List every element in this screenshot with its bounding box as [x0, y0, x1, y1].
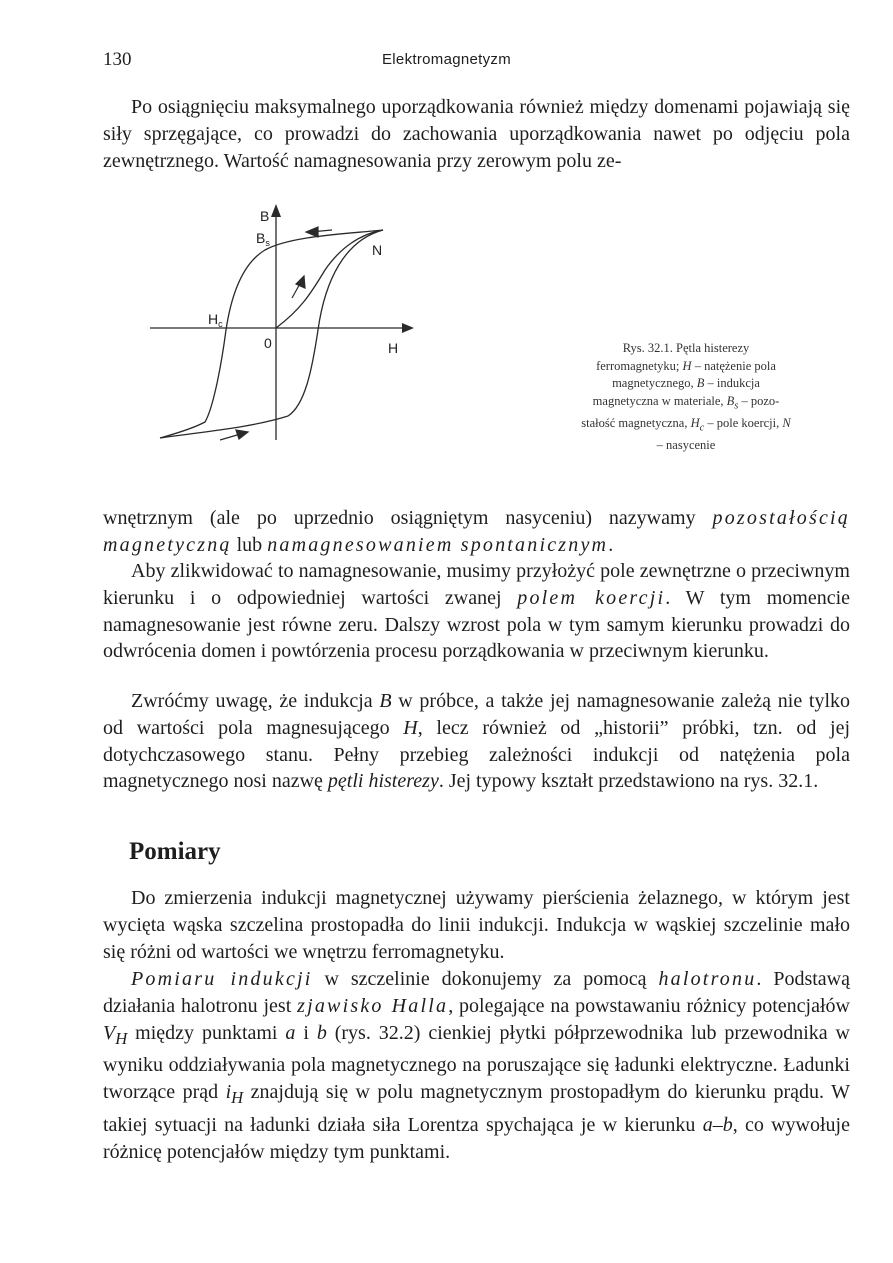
running-title: Elektromagnetyzm: [381, 51, 511, 68]
section-heading: Pomiary: [129, 838, 221, 865]
label-H: H: [388, 340, 399, 356]
label-N: N: [372, 242, 383, 258]
hysteresis-loop-figure: [140, 200, 430, 445]
page-number: 130: [103, 49, 132, 70]
label-Hc: $H_c$: [208, 311, 223, 329]
upper-branch: [160, 230, 383, 438]
label-origin: 0: [264, 335, 272, 351]
paragraph-3: Aby zlikwidować to namagnesowanie, musimy przyłożyć pole zewnętrzne o przeciwnym kierunku i o odpowiedniej wartości zwanej polem koercji. W tym momencie namagnesowanie jest równe zeru. Dalszy wzrost pola w tym samym kierunku prowadzi do odwrócenia domen i powtórzenia procesu porządkowania w przeciwnym kierunku.: [103, 560, 851, 663]
paragraph-1: Po osiągnięciu maksymalnego uporządkowania również między domenami pojawiają się siły sprzęgające, co prowadzi do zachowania uporządkowania nawet po odjęciu pola zewnętrznego. Wartość namagnesowania przy zerowym polu ze-: [103, 96, 850, 172]
arrow-mid-head: [296, 276, 305, 288]
label-B: B: [260, 208, 270, 224]
paragraph-2: wnętrznym (ale po uprzednio osiągniętym nasyceniu) nazywamy pozostałością magnetyczną lub namagnesowaniem spontanicznym.: [103, 507, 850, 556]
paragraph-4: Zwróćmy uwagę, że indukcja B w próbce, a także jej namagnesowanie zależą nie tylko od wartości pola magnesującego H, lecz również od „historii” próbki, tzn. od jej dotychczasowego stanu. Pełny przebieg zależności indukcji od natężenia pola magnetycznego nosi nazwę pętli histerezy. Jej typowy kształt przedstawiono na rys. 32.1.: [103, 690, 851, 793]
lower-branch: [160, 230, 383, 438]
figure-caption: Rys. 32.1. Pętla histerezy ferromagnetyku; H – natężenie pola magnetycznego, B – indukcja magnetyczna w materiale, $B_s$ – pozostałość magnetyczna, $H_c$ – pole koercji, N – nasycenie: [581, 341, 791, 452]
paragraph-5: Do zmierzenia indukcji magnetycznej używamy pierścienia żelaznego, w którym jest wycięta wąska szczelina prostopadła do linii indukcji. Indukcja w wąskiej szczelinie mało się różni od wartości we wnętrzu ferromagnetyku.: [103, 887, 850, 963]
label-Bs: $B_s$: [256, 230, 270, 248]
initial-curve: [276, 230, 383, 328]
arrow-bottom-head: [236, 430, 248, 439]
b-axis-arrowhead: [271, 204, 281, 217]
paragraph-6: Pomiaru indukcji w szczelinie dokonujemy za pomocą halotronu. Podstawą działania halotronu jest zjawisko Halla, polegające na powstawaniu różnicy potencjałów $V_H$ między punktami a i b (rys. 32.2) cienkiej płytki półprzewodnika lub przewodnika w wyniku oddziaływania pola magnetycznego na poruszające się ładunki elektryczne. Ładunki tworzące prąd $i_H$ znajdują się w polu magnetycznym prostopadłym do kierunku prądu. W takiej sytuacji na ładunki działa siła Lorentza spychająca je w kierunku a–b, co wywołuje różnicę potencjałów między tym punktami.: [103, 968, 851, 1163]
h-axis-arrowhead: [402, 323, 414, 333]
arrow-top-head: [306, 227, 318, 237]
